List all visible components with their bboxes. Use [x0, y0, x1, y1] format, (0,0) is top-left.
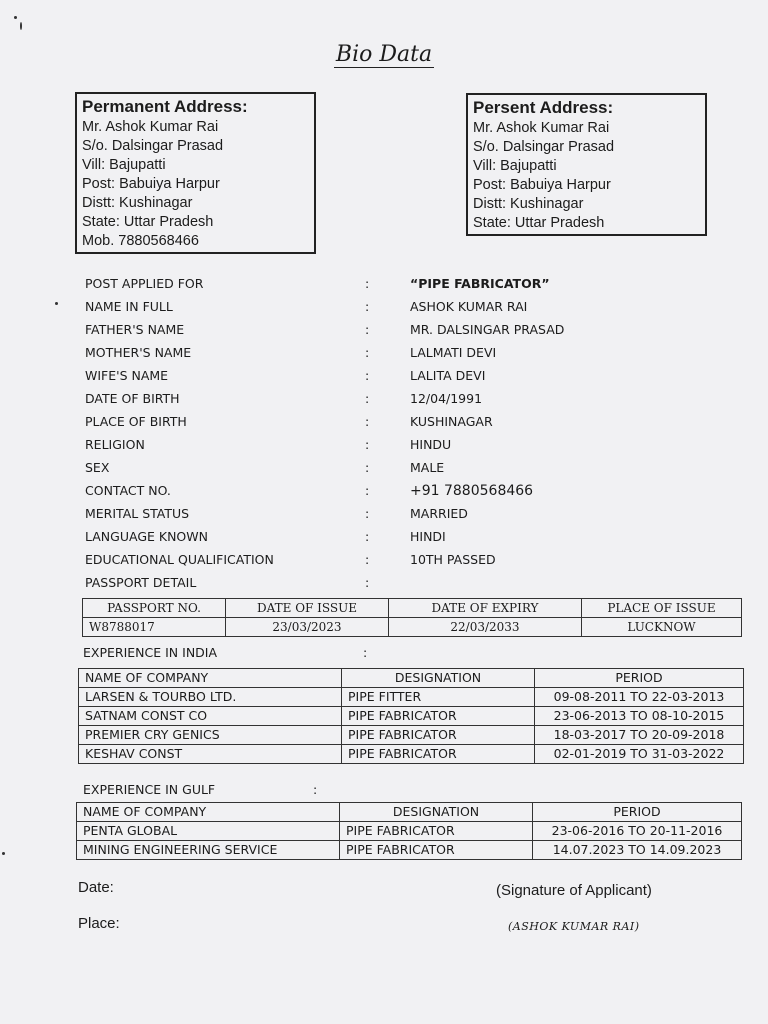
table-cell: PREMIER CRY GENICS	[79, 726, 342, 745]
table-header-cell: DESIGNATION	[340, 803, 533, 822]
detail-value: LALITA DEVI	[410, 368, 486, 383]
detail-label: LANGUAGE KNOWN	[85, 529, 208, 544]
table-header-cell: DATE OF EXPIRY	[389, 599, 582, 618]
detail-label: PLACE OF BIRTH	[85, 414, 187, 429]
table-header-cell: PERIOD	[535, 669, 744, 688]
scan-speck	[20, 22, 22, 30]
detail-value: “PIPE FABRICATOR”	[410, 276, 550, 291]
detail-colon: :	[365, 437, 370, 452]
address-line: Distt: Kushinagar	[82, 195, 193, 211]
detail-label: NAME IN FULL	[85, 299, 173, 314]
table-cell: 23-06-2013 TO 08-10-2015	[535, 707, 744, 726]
detail-label: SEX	[85, 460, 110, 475]
detail-colon: :	[365, 391, 370, 406]
address-line: State: Uttar Pradesh	[82, 214, 214, 230]
detail-colon: :	[365, 460, 370, 475]
present-address-heading: Persent Address:	[473, 98, 614, 117]
address-line: Mr. Ashok Kumar Rai	[473, 120, 610, 136]
address-line: Vill: Bajupatti	[473, 158, 557, 174]
table-header-cell: DESIGNATION	[342, 669, 535, 688]
detail-value: 10TH PASSED	[410, 552, 496, 567]
table-row	[83, 618, 742, 637]
table-cell: 14.07.2023 TO 14.09.2023	[533, 841, 742, 860]
table-cell: MINING ENGINEERING SERVICE	[77, 841, 340, 860]
experience-india-table	[78, 668, 744, 764]
table-header-cell: NAME OF COMPANY	[79, 669, 342, 688]
address-line: Post: Babuiya Harpur	[473, 177, 611, 193]
detail-colon: :	[365, 506, 370, 521]
table-cell: SATNAM CONST CO	[79, 707, 342, 726]
address-line: S/o. Dalsingar Prasad	[473, 139, 615, 155]
section-label: EXPERIENCE IN GULF	[83, 782, 216, 797]
detail-label: RELIGION	[85, 437, 145, 452]
experience-india-heading	[83, 644, 483, 662]
table-header-cell: PERIOD	[533, 803, 742, 822]
detail-colon: :	[365, 414, 370, 429]
table-cell: PIPE FABRICATOR	[340, 841, 533, 860]
detail-colon: :	[365, 276, 370, 291]
table-cell: KESHAV CONST	[79, 745, 342, 764]
table-cell: PIPE FABRICATOR	[342, 707, 535, 726]
detail-colon: :	[365, 529, 370, 544]
section-colon: :	[363, 645, 368, 660]
table-row	[79, 688, 744, 707]
table-header-cell: PLACE OF ISSUE	[582, 599, 742, 618]
signature-name: (ASHOK KUMAR RAI)	[508, 920, 640, 933]
detail-colon: :	[365, 368, 370, 383]
detail-value: MR. DALSINGAR PRASAD	[410, 322, 565, 337]
table-row	[77, 841, 742, 860]
section-colon: :	[313, 782, 318, 797]
detail-label: FATHER'S NAME	[85, 322, 185, 337]
table-cell: 22/03/2033	[389, 618, 582, 637]
table-cell: 02-01-2019 TO 31-03-2022	[535, 745, 744, 764]
table-row	[79, 726, 744, 745]
table-header-row	[79, 669, 744, 688]
detail-value: LALMATI DEVI	[410, 345, 497, 360]
section-label: EXPERIENCE IN INDIA	[83, 645, 218, 660]
passport-table	[82, 598, 742, 637]
detail-value: MARRIED	[410, 506, 468, 521]
table-cell: LUCKNOW	[582, 618, 742, 637]
table-cell: PIPE FABRICATOR	[342, 745, 535, 764]
personal-details	[85, 275, 685, 595]
table-header-cell: DATE OF ISSUE	[226, 599, 389, 618]
permanent-address-box	[75, 92, 316, 254]
table-cell: LARSEN & TOURBO LTD.	[79, 688, 342, 707]
detail-colon: :	[365, 575, 370, 590]
detail-label: POST APPLIED FOR	[85, 276, 204, 291]
place-label: Place:	[78, 915, 120, 932]
table-row	[79, 707, 744, 726]
detail-label: MOTHER'S NAME	[85, 345, 192, 360]
experience-gulf-heading	[83, 781, 483, 799]
detail-value: KUSHINAGAR	[410, 414, 493, 429]
detail-colon: :	[365, 483, 370, 498]
table-header-cell: NAME OF COMPANY	[77, 803, 340, 822]
table-cell: 23/03/2023	[226, 618, 389, 637]
address-line: Mr. Ashok Kumar Rai	[82, 119, 219, 135]
table-row	[77, 822, 742, 841]
table-header-cell: PASSPORT NO.	[83, 599, 226, 618]
table-header-row	[83, 599, 742, 618]
table-cell: 18-03-2017 TO 20-09-2018	[535, 726, 744, 745]
address-line: Post: Babuiya Harpur	[82, 176, 220, 192]
table-cell: 09-08-2011 TO 22-03-2013	[535, 688, 744, 707]
detail-label: PASSPORT DETAIL	[85, 575, 197, 590]
detail-value: HINDU	[410, 437, 452, 452]
address-line: Vill: Bajupatti	[82, 157, 166, 173]
detail-value: 12/04/1991	[410, 391, 483, 406]
table-cell: W8788017	[83, 618, 226, 637]
detail-label: EDUCATIONAL QUALIFICATION	[85, 552, 274, 567]
detail-value: +91 7880568466	[410, 483, 534, 499]
scan-speck	[2, 852, 5, 855]
signature-label: (Signature of Applicant)	[496, 882, 652, 899]
address-line: Mob. 7880568466	[82, 233, 199, 249]
detail-value: MALE	[410, 460, 445, 475]
detail-label: CONTACT NO.	[85, 483, 171, 498]
scan-speck	[14, 16, 17, 19]
table-cell: PENTA GLOBAL	[77, 822, 340, 841]
detail-value: HINDI	[410, 529, 446, 544]
address-line: State: Uttar Pradesh	[473, 215, 605, 231]
address-line: Distt: Kushinagar	[473, 196, 584, 212]
detail-label: MERITAL STATUS	[85, 506, 190, 521]
scan-speck	[55, 302, 58, 305]
table-row	[79, 745, 744, 764]
detail-colon: :	[365, 299, 370, 314]
detail-label: WIFE'S NAME	[85, 368, 169, 383]
detail-label: DATE OF BIRTH	[85, 391, 180, 406]
detail-value: ASHOK KUMAR RAI	[410, 299, 528, 314]
experience-gulf-table	[76, 802, 742, 860]
table-cell: PIPE FABRICATOR	[340, 822, 533, 841]
page-title: Bio Data	[335, 42, 433, 67]
permanent-address-heading: Permanent Address:	[82, 97, 248, 116]
table-cell: 23-06-2016 TO 20-11-2016	[533, 822, 742, 841]
table-header-row	[77, 803, 742, 822]
detail-colon: :	[365, 322, 370, 337]
detail-colon: :	[365, 552, 370, 567]
present-address-box	[466, 93, 707, 236]
table-cell: PIPE FITTER	[342, 688, 535, 707]
date-label: Date:	[78, 879, 114, 896]
address-line: S/o. Dalsingar Prasad	[82, 138, 224, 154]
detail-colon: :	[365, 345, 370, 360]
table-cell: PIPE FABRICATOR	[342, 726, 535, 745]
